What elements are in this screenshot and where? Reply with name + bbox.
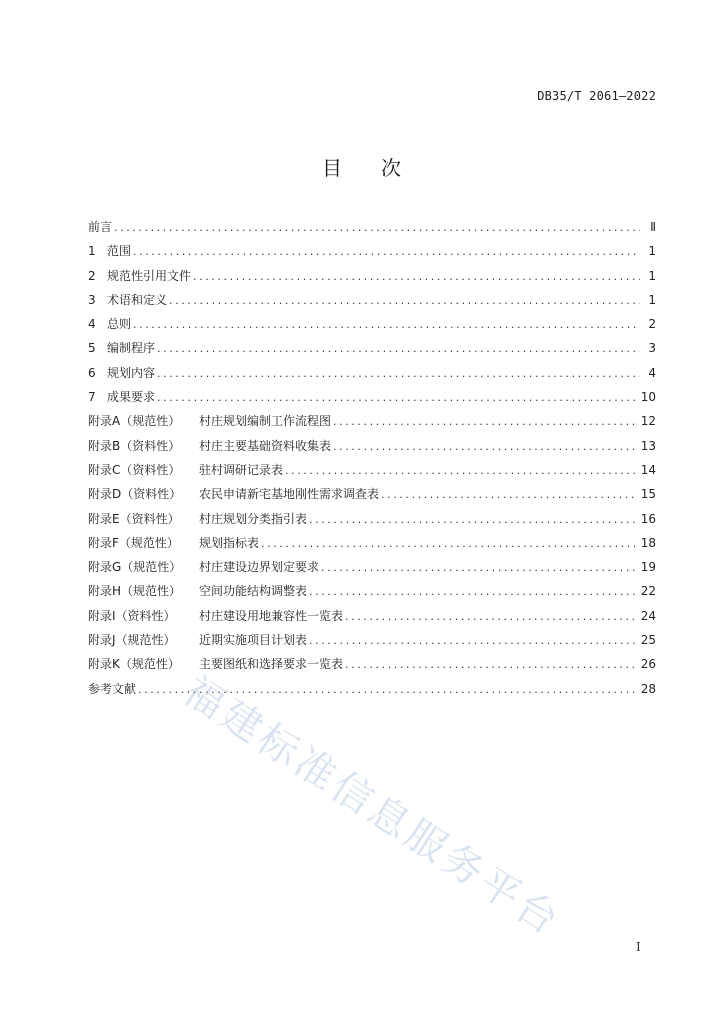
- dot-leader: [169, 294, 640, 307]
- toc-entry-number: 7: [88, 390, 96, 405]
- page-number: I: [636, 940, 641, 954]
- dot-leader: [157, 391, 635, 404]
- dot-leader: [133, 245, 640, 258]
- table-of-contents: [88, 218, 656, 704]
- toc-entry[interactable]: [88, 291, 656, 315]
- watermark: 福建标准信息服务平台: [175, 667, 570, 946]
- toc-entry-number: 4: [88, 317, 96, 332]
- toc-entry-page: 4: [648, 365, 656, 380]
- toc-entry[interactable]: [88, 485, 656, 509]
- dot-leader: [193, 270, 640, 283]
- dot-leader: [261, 537, 635, 550]
- dot-leader: [381, 488, 635, 501]
- toc-entry-appendix: 附录I（资料性）: [88, 608, 176, 623]
- toc-entry-label: 规范性引用文件: [107, 268, 192, 283]
- toc-entry-label: 驻村调研记录表: [199, 462, 284, 477]
- toc-entry[interactable]: [88, 461, 656, 485]
- toc-entry-appendix: 附录E（资料性）: [88, 511, 180, 526]
- toc-entry-page: 3: [648, 341, 656, 356]
- toc-entry-label: 范围: [107, 244, 132, 259]
- toc-entry[interactable]: [88, 558, 656, 582]
- toc-entry[interactable]: [88, 339, 656, 363]
- dot-leader: [114, 221, 640, 234]
- toc-entry[interactable]: [88, 631, 656, 655]
- toc-entry-label: 空间功能结构调整表: [199, 584, 308, 599]
- toc-entry-label: 规划指标表: [199, 535, 260, 550]
- toc-entry-page: 1: [648, 244, 656, 259]
- dot-leader: [157, 367, 640, 380]
- toc-entry-label: 参考文献: [88, 681, 137, 696]
- toc-entry[interactable]: [88, 364, 656, 388]
- toc-entry-label: 主要图纸和选择要求一览表: [199, 657, 344, 672]
- toc-entry-appendix: 附录C（资料性）: [88, 462, 181, 477]
- dot-leader: [345, 658, 635, 671]
- page-title: [0, 152, 724, 181]
- toc-entry-label: 村庄主要基础资料收集表: [199, 438, 332, 453]
- toc-entry-label: 村庄建设边界划定要求: [199, 560, 320, 575]
- dot-leader: [345, 610, 635, 623]
- toc-entry-appendix: 附录A（规范性）: [88, 414, 181, 429]
- toc-entry-page: 1: [648, 268, 656, 283]
- toc-entry-number: 5: [88, 341, 96, 356]
- toc-entry[interactable]: [88, 267, 656, 291]
- toc-entry-page: 12: [640, 414, 656, 429]
- title-char-1: 目: [322, 156, 343, 180]
- dot-leader: [133, 318, 640, 331]
- dot-leader: [309, 585, 635, 598]
- toc-entry-page: 16: [640, 511, 656, 526]
- dot-leader: [309, 634, 635, 647]
- toc-entry[interactable]: [88, 582, 656, 606]
- toc-entry-label: 村庄建设用地兼容性一览表: [199, 608, 344, 623]
- toc-entry-appendix: 附录K（规范性）: [88, 657, 180, 672]
- toc-entry-page: 28: [640, 681, 656, 696]
- toc-entry-page: 24: [640, 608, 656, 623]
- toc-entry-label: 村庄规划编制工作流程图: [199, 414, 332, 429]
- standard-code: DB35/T 2061—2022: [537, 89, 656, 103]
- toc-entry-page: 22: [640, 584, 656, 599]
- toc-entry-page: 1: [648, 292, 656, 307]
- toc-entry-appendix: 附录B（资料性）: [88, 438, 181, 453]
- dot-leader: [321, 561, 635, 574]
- dot-leader: [333, 415, 635, 428]
- toc-entry[interactable]: [88, 437, 656, 461]
- toc-entry-appendix: 附录H（规范性）: [88, 584, 182, 599]
- toc-entry-page: 13: [640, 438, 656, 453]
- toc-entry[interactable]: [88, 315, 656, 339]
- toc-entry[interactable]: [88, 534, 656, 558]
- toc-entry[interactable]: [88, 607, 656, 631]
- toc-entry-page: 18: [640, 535, 656, 550]
- toc-entry-number: 2: [88, 268, 96, 283]
- title-char-2: 次: [381, 156, 402, 180]
- toc-entry-label: 术语和定义: [107, 292, 168, 307]
- toc-entry-page: 15: [640, 487, 656, 502]
- dot-leader: [157, 342, 640, 355]
- dot-leader: [309, 513, 635, 526]
- toc-entry[interactable]: [88, 510, 656, 534]
- toc-entry-label: 总则: [107, 317, 132, 332]
- toc-entry-page: 10: [640, 390, 656, 405]
- toc-entry-page: 25: [640, 633, 656, 648]
- toc-entry[interactable]: [88, 388, 656, 412]
- toc-entry-number: 1: [88, 244, 96, 259]
- toc-entry-page: 19: [640, 560, 656, 575]
- toc-entry[interactable]: [88, 680, 656, 704]
- toc-entry-page: 2: [648, 317, 656, 332]
- toc-entry-number: 3: [88, 292, 96, 307]
- toc-entry[interactable]: [88, 655, 656, 679]
- toc-entry-page: 26: [640, 657, 656, 672]
- dot-leader: [333, 440, 635, 453]
- toc-entry-page: Ⅱ: [650, 220, 656, 234]
- toc-entry-appendix: 附录G（规范性）: [88, 560, 182, 575]
- toc-entry-appendix: 附录F（规范性）: [88, 535, 179, 550]
- toc-entry-appendix: 附录J（规范性）: [88, 633, 176, 648]
- toc-entry-label: 规划内容: [107, 365, 156, 380]
- toc-entry-label: 农民申请新宅基地刚性需求调查表: [199, 487, 380, 502]
- toc-entry-label: 编制程序: [107, 341, 156, 356]
- toc-entry[interactable]: [88, 242, 656, 266]
- toc-entry[interactable]: [88, 218, 656, 242]
- toc-entry-label: 村庄规划分类指引表: [199, 511, 308, 526]
- toc-entry-page: 14: [640, 462, 656, 477]
- toc-entry-label: 成果要求: [107, 390, 156, 405]
- toc-entry[interactable]: [88, 412, 656, 436]
- toc-entry-label: 前言: [88, 220, 113, 234]
- dot-leader: [285, 464, 635, 477]
- toc-entry-label: 近期实施项目计划表: [199, 633, 308, 648]
- toc-entry-number: 6: [88, 365, 96, 380]
- toc-entry-appendix: 附录D（资料性）: [88, 487, 182, 502]
